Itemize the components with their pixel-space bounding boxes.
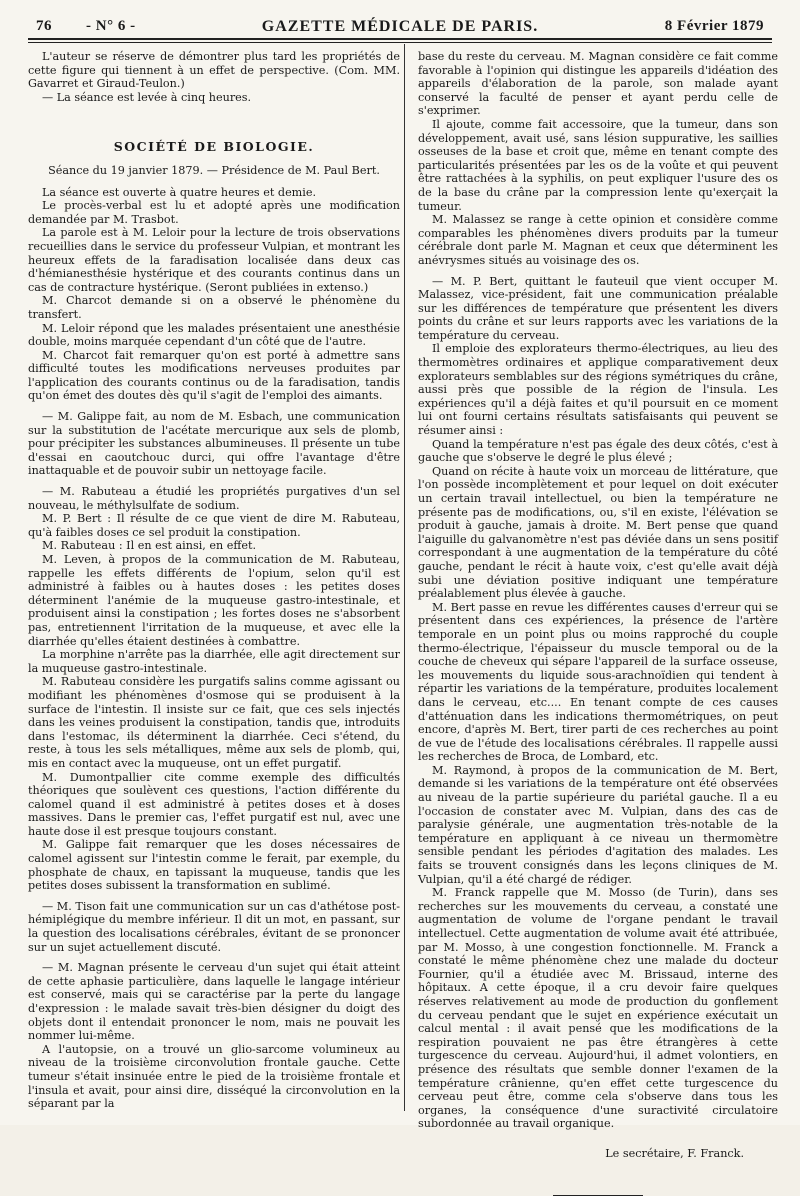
paragraph: M. Leven, à propos de la communication de M. Rabuteau, rappelle les effets différents de l'opium, selon qu'il est administré à faibles ou à hautes doses : les petites doses déterminent l'anémie de la muqueuse gastro-intestinale, et produisent ainsi la constipation ; les fortes doses ne s'absorbent pas, entretiennent l'irritation de la muqueuse, et avec elle la diarrhée qu'elles étaient destinées à combattre. xyxy=(28,553,400,648)
paragraph: — La séance est levée à cinq heures. xyxy=(42,90,252,104)
paragraph: M. Franck rappelle que M. Mosso (de Turin), dans ses recherches sur les mouvements du cerveau, a constaté une augmentation de volume de l'organe pendant le travail intellectuel. Cette augmentation de volume avait été attribuée, par M. Mosso, à une congestion fonctionnelle. M. Franck a constaté le même phénomène chez une malade du docteur Fournier, qu'il a étudiée avec M. Brissaud, interne des hôpitaux. A cette époque, il a cru devoir faire quelques réserves relativement au mode de production du gonflement du cerveau pendant que le sujet en expérience exécutait un calcul mental : il avait pensé que les modifications de la respiration pouvaient ne pas être étrangères à cette turgescence du cerveau. Aujourd'hui, il admet volontiers, en présence des résultats que semble donner l'examen de la température crânienne, qu'en effet cette turgescence du cerveau peut être, comme cela s'observe dans tous les organes, la conséquence d'une suractivité circulatoire subordonnée au travail organique. xyxy=(418,886,778,1131)
paragraph: M. Charcot fait remarquer qu'on est porté à admettre sans difficulté toutes les modifications nerveuses produites par l'application des courants continus ou de la faradisation, tandis qu'on émet des doutes dès qu'il s'agit de l'emploi des aimants. xyxy=(28,348,400,403)
paragraph: A l'autopsie, on a trouvé un glio-sarcome volumineux au niveau de la troisième circonvolution frontale gauche. Cette tumeur s'était insinuée entre le pied de la troisième frontale et l'insula et avait, pour ainsi dire, disséqué la circonvolution en la séparant par la xyxy=(28,1042,400,1111)
paragraph: base du reste du cerveau. M. Magnan considère ce fait comme favorable à l'opinion qui distingue les appareils d'idéation des appareils d'élaboration de la parole, son malade ayant conservé la faculté de penser et ayant perdu celle de s'exprimer. xyxy=(418,50,778,118)
paragraph: M. Raymond, à propos de la communication de M. Bert, demande si les variations de la température ont été observées au niveau de la partie supérieure du pariétal gauche. Il a eu l'occasion de constater avec M. Vulpian, dans des cas de paralysie générale, une augmentation très-notable de la température en appliquant à ce niveau un thermomètre sensible pendant les périodes d'agitation des malades. Les faits se trouvent consignés dans les leçons cliniques de M. Vulpian, qu'il a été chargé de rédiger. xyxy=(418,763,778,886)
paragraph: M. Galippe fait remarquer que les doses nécessaires de calomel agissent sur l'intestin comme le ferait, par exemple, du phosphate de chaux, en tapissant la muqueuse, tandis que les petites doses subissent la transformation en sublimé. xyxy=(28,838,400,893)
paragraph: M. Leloir répond que les malades présentaient une anesthésie double, moins marquée cependant d'un côté que de l'autre. xyxy=(28,321,400,349)
paragraph: Il ajoute, comme fait accessoire, que la tumeur, dans son développement, avait usé, sans lésion suppurative, les saillies osseuses de la base et croit que, même en tenant compte des particularités présentées par les os de la voûte et qui peuvent être rattachées à la syphilis, on peut expliquer l'usure des os de la base du crâne par la compression lente qu'exerçait la tumeur. xyxy=(418,117,778,213)
paragraph: La parole est à M. Leloir pour la lecture de trois observations recueillies dans le service du professeur Vulpian, et montrant les heureux effets de la faradisation localisée dans deux cas d'hémianesthésie hystérique et des courants continus dans un cas de contracture hystérique. (Seront publiées in extenso.) xyxy=(28,226,400,294)
paragraph: — M. Rabuteau a étudié les propriétés purgatives d'un sel nouveau, le méthylsulfate de sodium. xyxy=(28,485,400,512)
journal-title: GAZETTE MÉDICALE DE PARIS. xyxy=(261,18,539,35)
paragraph: Quand la température n'est pas égale des deux côtés, c'est à gauche que s'observe le degré le plus élevé ; xyxy=(418,437,778,465)
header-rule xyxy=(28,38,772,40)
left-column xyxy=(28,50,400,1111)
paragraph: L'auteur se réserve de démontrer plus tard les propriétés de cette figure qui tiennent à un effet de perspective. (Com. MM. Gavarret et Giraud-Teulon.) xyxy=(28,50,400,91)
signature: Le secrétaire, F. Franck. xyxy=(605,1146,744,1160)
right-column xyxy=(418,50,778,1196)
paragraph: M. P. Bert : Il résulte de ce que vient de dire M. Rabuteau, qu'à faibles doses ce sel produit la constipation. xyxy=(28,512,400,539)
paragraph: — M. P. Bert, quittant le fauteuil que vient occuper M. Malassez, vice-président, fait une communication préalable sur les différences de température que présentent les divers points du crâne et sur leurs rapports avec les variations de la température du cerveau. xyxy=(418,274,778,342)
paragraph: Le procès-verbal est lu et adopté après une modification demandée par M. Trasbot. xyxy=(28,199,400,226)
paragraph: M. Malassez se range à cette opinion et considère comme comparables les phénomènes divers produits par la tumeur cérébrale dont parle M. Magnan et ceux que déterminent les anévrysmes situés au voisinage des os. xyxy=(418,213,778,267)
issue-number: - N° 6 - xyxy=(86,18,136,34)
page-header xyxy=(28,14,772,36)
paragraph: M. Charcot demande si on a observé le phénomène du transfert. xyxy=(28,294,400,321)
paragraph: M. Rabuteau considère les purgatifs salins comme agissant ou modifiant les phénomènes d'osmose qui se produisent à la surface de l'intestin. Il insiste sur ce fait, que ces sels injectés dans les veines produisent la constipation, tandis que, introduits dans l'estomac, ils déterminent la diarrhée. Ceci s'étend, du reste, à tous les sels métalliques, même aux sels de plomb, qui, mis en contact avec la muqueuse, ont un effet purgatif. xyxy=(28,675,400,770)
end-rule xyxy=(553,1195,643,1196)
paragraph: M. Dumontpallier cite comme exemple des difficultés théoriques que soulèvent ces questions, l'action différente du calomel quand il est administré à petites doses et à doses massives. Dans le premier cas, l'effet purgatif est nul, avec une haute dose il est presque toujours constant. xyxy=(28,770,400,838)
paragraph: — M. Magnan présente le cerveau d'un sujet qui était atteint de cette aphasie particulière, dans laquelle le langage intérieur est conservé, mais qui se caractérise par la perte du langage d'expression : le malade savait très-bien désigner du doigt des objets dont il entendait prononcer le nom, mais ne pouvait les nommer lui-même. xyxy=(28,961,400,1043)
header-rule-thin xyxy=(28,42,772,43)
column-divider xyxy=(404,44,405,1111)
paragraph: M. Bert passe en revue les différentes causes d'erreur qui se présentent dans ces expériences, la présence de l'artère temporale en un point plus ou moins rapproché du couple thermo-électrique, l'épaisseur du muscle temporal ou de la couche de cheveux qui sépare l'appareil de la surface osseuse, les mouvements du liquide sous-arachnoïdien qui tendent à répartir les variations de la température, produites localement dans le cerveau, etc.... En tenant compte de ces causes d'atténuation dans les indications thermométriques, on peut encore, d'après M. Bert, tirer parti de ces recherches au point de vue de l'étude des localisations cérébrales. Il rappelle aussi les recherches de Broca, de Lombard, etc. xyxy=(418,600,778,764)
paragraph: La séance est ouverte à quatre heures et demie. xyxy=(42,185,317,199)
session-line: Séance du 19 janvier 1879. — Présidence de M. Paul Bert. xyxy=(48,163,380,177)
paragraph: — M. Tison fait une communication sur un cas d'athétose post-hémiplégique du membre inférieur. Il dit un mot, en passant, sur la question des localisations cérébrales, évitant de se prononcer sur un sujet actuellement discuté. xyxy=(28,899,400,954)
paragraph: La morphine n'arrête pas la diarrhée, elle agit directement sur la muqueuse gastro-intestinale. xyxy=(28,648,400,675)
paragraph: — M. Galippe fait, au nom de M. Esbach, une communication sur la substitution de l'acétate mercurique aux sels de plomb, pour précipiter les substances albumineuses. Il présente un tube d'essai en caoutchouc durci, qui offre l'avantage d'être inattaquable et de pouvoir subir un nettoyage facile. xyxy=(28,410,400,478)
issue-date: 8 Février 1879 xyxy=(664,18,764,34)
page-number: 76 xyxy=(36,18,52,34)
paragraph: Il emploie des explorateurs thermo-électriques, au lieu des thermomètres ordinaires et applique comparativement deux explorateurs semblables sur des régions symétriques du crâne, aussi près que possible de la région de l'insula. Les expériences qu'il a déjà faites et qu'il poursuit en ce moment lui ont fourni certains résultats satisfaisants qui peuvent se résumer ainsi : xyxy=(418,342,778,438)
section-title: SOCIÉTÉ DE BIOLOGIE. xyxy=(113,139,315,155)
paragraph: Quand on récite à haute voix un morceau de littérature, que l'on possède incomplètement et pour lequel on doit exécuter un certain travail intellectuel, ou bien la température ne présente pas de modifications, ou, s'il en existe, l'élévation se produit à gauche, jamais à droite. M. Bert pense que quand l'aiguille du galvanomètre n'est pas déviée dans un sens positif correspondant à une augmentation de la température du côté gauche, pendant le récit à haute voix, c'est qu'elle avait déjà subi une déviation positive indiquant une température préalablement plus élevée à gauche. xyxy=(418,464,778,601)
paragraph: M. Rabuteau : Il en est ainsi, en effet. xyxy=(42,539,257,553)
